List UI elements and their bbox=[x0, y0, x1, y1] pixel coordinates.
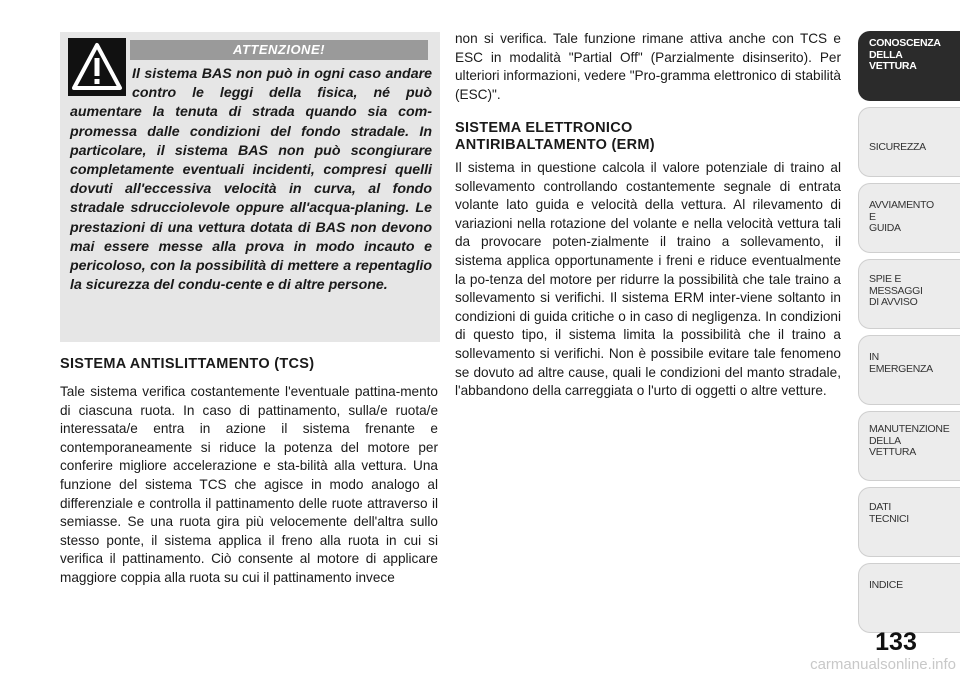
tab-label: SPIE E MESSAGGI DI AVVISO bbox=[869, 273, 923, 308]
tab-label: INDICE bbox=[869, 579, 903, 591]
tab-conoscenza-della-vettura[interactable] bbox=[858, 31, 960, 101]
tab-in-emergenza[interactable] bbox=[858, 335, 960, 405]
tab-label: CONOSCENZA DELLA VETTURA bbox=[869, 37, 941, 72]
tab-avviamento-e-guida[interactable] bbox=[858, 183, 960, 253]
tab-label: AVVIAMENTO E GUIDA bbox=[869, 199, 934, 234]
erm-heading bbox=[455, 120, 841, 154]
erm-heading-line1: SISTEMA ELETTRONICO bbox=[455, 120, 633, 136]
tab-sicurezza[interactable] bbox=[858, 107, 960, 177]
tab-indice[interactable] bbox=[858, 563, 960, 633]
tab-manutenzione-della-vettura[interactable] bbox=[858, 411, 960, 481]
page-number: 133 bbox=[875, 628, 917, 656]
tab-spie-e-messaggi[interactable] bbox=[858, 259, 960, 329]
tab-label: SICUREZZA bbox=[869, 141, 926, 153]
warning-title: ATTENZIONE! bbox=[130, 40, 428, 60]
tcs-heading: SISTEMA ANTISLITTAMENTO (TCS) bbox=[60, 356, 315, 372]
erm-heading-line2: ANTIRIBALTAMENTO (ERM) bbox=[455, 137, 655, 153]
continuation-text: non si verifica. Tale funzione rimane attiva anche con TCS e ESC in modalità "Partial Off" (Parzialmente disinserito). Per ulteriori informazioni, vedere "Pro-gramma elettronico di stabilità (ESC)". bbox=[455, 31, 841, 102]
tab-label: MANUTENZIONE DELLA VETTURA bbox=[869, 423, 950, 458]
tab-dati-tecnici[interactable] bbox=[858, 487, 960, 557]
warning-text: Il sistema BAS non può in ogni caso andare contro le leggi della fisica, né può aumentare la tenuta di strada quando sia com-promessa dalle condizioni del fondo stradale. In particolare, il sistema BAS non può scongiurare completamente eventuali incidenti, compresi quelli dovuti all'eccessiva velocità in curva, al fondo stradale sdrucciolevole oppure all'acqua-planing. Le prestazioni di una vettura dotata di BAS non devono mai essere messe alla prova in modo incauto e pericoloso, con la possibilità di mettere a repentaglio la sicurezza del condu-cente e di altre persone. bbox=[70, 66, 432, 294]
watermark: carmanualsonline.info bbox=[810, 656, 956, 673]
warning-box bbox=[60, 32, 440, 342]
tab-label: DATI TECNICI bbox=[869, 501, 909, 525]
erm-body: Il sistema in questione calcola il valore potenziale di traino al sollevamento controllando costantemente segnale di entrata volante lato guida e velocità della vettura. Al rilevamento di variazioni nella rotazione del volante e nella velocità vettura tali da provocare poten-zialmente il traino a sollevamento, il sistema applica opportunamente i freni e riduce eventualmente la po-tenza del motore per ridurre la possibilità che tale traino a sollevamento si verifichi. Il sistema ERM inter-viene soltanto in condizioni di guida critiche o in caso di negligenza. In condizioni di questo tipo, il sistema limita la possibilità che il traino a sollevamento si verifichi. Non è possibile evitare tale fenomeno se dovuto ad altre cause, quali le condizioni del manto stradale, l'abbandono della carreggiata o l'urto di oggetti o altre vetture. bbox=[455, 160, 841, 399]
tcs-body: Tale sistema verifica costantemente l'eventuale pattina-mento di ciascuna ruota. In caso di pattinamento, sulla/e ruota/e interessata/e entra in azione il sistema frenante e contemporaneamente si riduce la potenza del motore per conferire migliore accelerazione e sta-bilità alla vettura. Una funzione del sistema TCS che agisce in modo analogo al differenziale e controlla il pattinamento delle ruote attraverso il semiasse. Se una ruota gira più velocemente dell'altra sullo stesso ponte, il sistema applica il freno alla ruota in cui si verifica il pattinamento. Ciò consente al motore di applicare maggiore coppia alla ruota su cui il pattinamento invece bbox=[60, 384, 438, 585]
tab-label: IN EMERGENZA bbox=[869, 351, 933, 375]
